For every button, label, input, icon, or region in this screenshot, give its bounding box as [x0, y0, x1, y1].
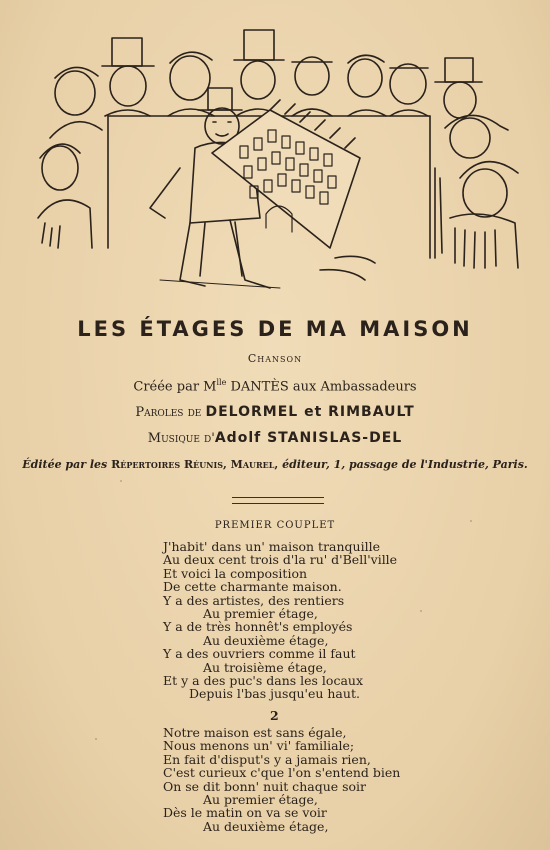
creation-sup: lle	[216, 378, 227, 387]
creation-credit	[0, 378, 550, 394]
lyrics-credit	[0, 404, 550, 420]
verse-line: Notre maison est sans égale,	[163, 725, 347, 740]
verse-line: C'est curieux c'que l'on s'entend bien	[163, 765, 401, 781]
verse-line: Et voici la composition	[163, 565, 308, 581]
music-prefix: Musique d'	[147, 431, 215, 446]
lyrics-authors: DELORMEL et RIMBAULT	[205, 404, 415, 420]
music-credit	[0, 430, 550, 446]
verse-line: Y a des ouvriers comme il faut	[163, 646, 356, 662]
music-author: Adolf STANISLAS-DEL	[214, 430, 403, 446]
verse-line: Au premier étage,	[203, 606, 318, 622]
paper-speck	[470, 520, 472, 522]
song-genre: Chanson	[247, 352, 303, 365]
verse-line: Y a des artistes, des rentiers	[163, 592, 345, 608]
couplet-2	[163, 726, 503, 833]
editor-name: Répertoires Réunis, Maurel,	[111, 458, 279, 471]
verse-line: Au deuxième étage,	[203, 632, 329, 648]
verse-line: Dès le matin on va se voir	[163, 805, 327, 821]
verse-line: Et y a des puc's dans les locaux	[163, 673, 363, 689]
verse-line: Nous menons un' vi' familiale;	[163, 738, 355, 754]
verse-line: J'habit' dans un' maison tranquille	[163, 539, 380, 554]
editor-suffix: éditeur, 1, passage de l'Industrie, Paris.	[278, 458, 528, 471]
couplet-2-number: 2	[270, 708, 279, 723]
paper-speck	[420, 610, 422, 612]
song-title: LES ÉTAGES DE MA MAISON	[77, 317, 473, 341]
verse-line: De cette charmante maison.	[163, 579, 342, 595]
couplet-1-title: PREMIER COUPLET	[214, 520, 336, 531]
paper-speck	[120, 480, 122, 482]
verse-line: Depuis l'bas jusqu'eu haut.	[189, 686, 360, 702]
divider-rule	[232, 497, 324, 504]
verse-line: En fait d'disput's y a jamais rien,	[163, 751, 371, 767]
creation-prefix: Créée par M	[133, 379, 217, 395]
lyrics-prefix: Paroles de	[135, 405, 206, 420]
editor-line	[0, 458, 550, 471]
paper-speck	[95, 738, 97, 740]
creation-singer: DANTÈS aux Ambassadeurs	[226, 379, 417, 395]
crowd-illustration	[30, 18, 525, 298]
verse-line: Au deuxième étage,	[203, 818, 329, 834]
verse-line: Au troisième étage,	[203, 659, 327, 675]
couplet-1	[163, 540, 503, 701]
verse-line: On se dit bonn' nuit chaque soir	[163, 778, 367, 794]
verse-line: Au premier étage,	[203, 792, 318, 808]
editor-prefix: Éditée par les	[22, 458, 112, 471]
verse-line: Au deux cent trois d'la ru' d'Bell'ville	[163, 552, 398, 568]
verse-line: Y a de très honnêt's employés	[163, 619, 353, 635]
